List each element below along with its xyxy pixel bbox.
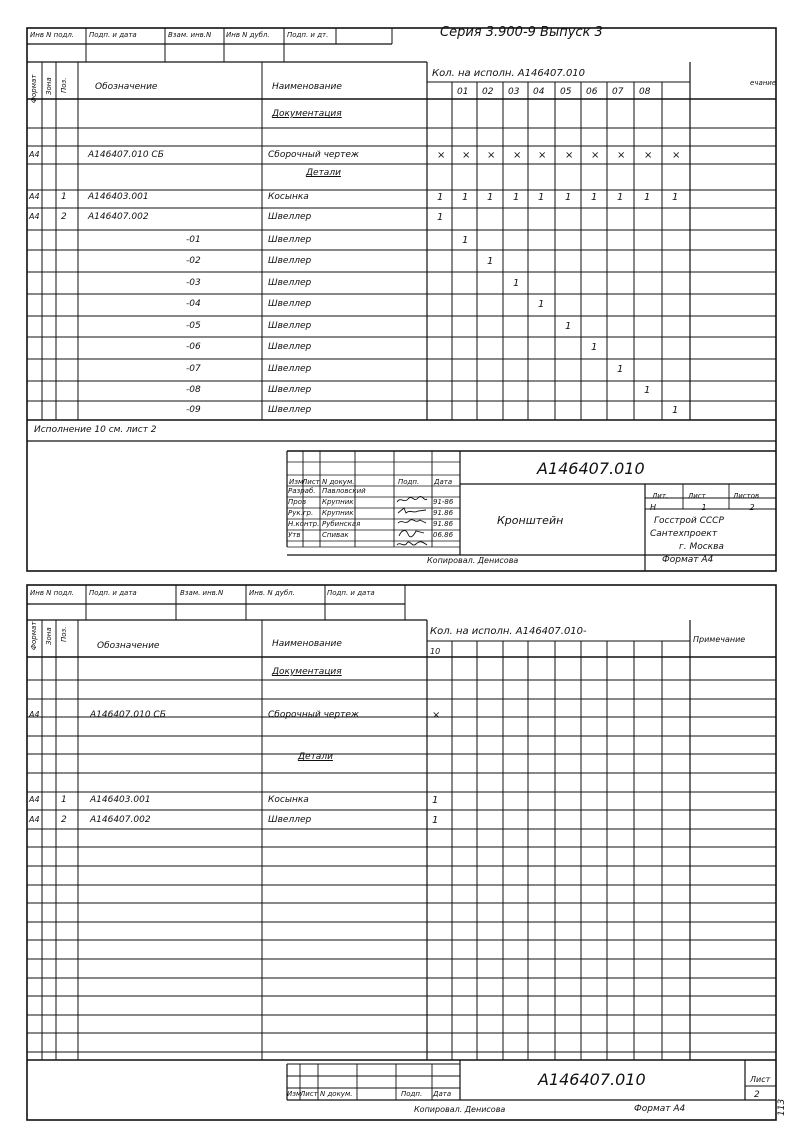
row-quantity-mark: 1 <box>591 192 598 203</box>
row-format: А4 <box>29 212 40 221</box>
header-zone: Зона <box>45 77 53 95</box>
row-quantity-mark: 1 <box>437 212 444 223</box>
frame-border <box>27 585 776 1120</box>
row-name: Швеллер <box>268 321 312 331</box>
row-name: Сборочный чертеж <box>268 710 360 720</box>
signature-image <box>396 501 428 511</box>
sheets-value: 2 <box>749 503 755 512</box>
row-format: А4 <box>29 795 40 804</box>
row-quantity-mark: × <box>617 150 626 161</box>
row-format: А4 <box>29 150 40 159</box>
header-qty: Кол. на исполн. А146407.010- <box>430 626 587 637</box>
row-name: Швеллер <box>268 278 312 288</box>
section-documentation: Документация <box>272 109 342 119</box>
row-quantity-mark: 1 <box>432 815 439 826</box>
approver-name: Крупник <box>322 498 354 506</box>
header-name: Наименование <box>272 639 342 649</box>
row-format: А4 <box>29 710 40 719</box>
header-zone: Зона <box>45 627 53 645</box>
row-quantity-mark: 1 <box>487 192 494 203</box>
sheet-value: 1 <box>701 503 707 512</box>
tb-list: Лист <box>300 1090 318 1098</box>
tb-ndokum: N докум. <box>320 1090 353 1098</box>
sheet-label: Лист <box>688 492 706 500</box>
approver-name: Павловский <box>322 487 366 495</box>
section-parts: Детали <box>306 168 341 178</box>
row-designation: -03 <box>186 278 201 288</box>
sheet-label: Лист <box>750 1075 771 1084</box>
tb-data: Дата <box>433 1090 452 1098</box>
row-name: Сборочный чертеж <box>268 150 360 160</box>
variant-column-06: 06 <box>586 87 598 97</box>
row-name: Швеллер <box>268 256 312 266</box>
row-designation: -01 <box>186 235 201 245</box>
variant-column-02: 02 <box>482 87 494 97</box>
row-quantity-mark: 1 <box>487 256 494 267</box>
approval-date: 91-86 <box>433 498 454 506</box>
side-page-number: 113 <box>777 1098 787 1116</box>
row-quantity-mark: × <box>437 150 446 161</box>
stamp-podp-data: Подп. и дата <box>327 589 375 597</box>
row-quantity-mark: 1 <box>617 192 624 203</box>
approver-role: Разраб. <box>288 487 316 495</box>
row-name: Швеллер <box>268 235 312 245</box>
row-format: А4 <box>29 192 40 201</box>
org-line-3: г. Москва <box>679 542 724 552</box>
row-quantity-mark: 1 <box>513 278 520 289</box>
stamp-inv-dubl: Инв N дубл. <box>226 31 270 39</box>
row-designation: А146407.002 <box>90 815 151 825</box>
doc-number: А146407.010 <box>537 459 645 478</box>
copied-by: Копировал. Денисова <box>414 1105 506 1114</box>
row-designation: -02 <box>186 256 201 266</box>
approver-name: Спивак <box>322 531 349 539</box>
row-quantity-mark: 1 <box>644 385 651 396</box>
variant-column-04: 04 <box>533 87 545 97</box>
section-documentation: Документация <box>272 667 342 677</box>
lit-value: Н <box>650 503 657 512</box>
approval-date: 06.86 <box>433 531 454 539</box>
row-quantity-mark: × <box>487 150 496 161</box>
product-title: Кронштейн <box>497 514 564 527</box>
signature-image <box>396 523 428 533</box>
row-designation: А146403.001 <box>90 795 151 805</box>
row-quantity-mark: 1 <box>672 405 679 416</box>
row-quantity-mark: 1 <box>644 192 651 203</box>
row-quantity-mark: 1 <box>538 299 545 310</box>
approver-name: Рубинская <box>322 520 361 528</box>
tb-izm: Изм <box>289 478 304 486</box>
row-designation: А146407.010 СБ <box>90 710 166 720</box>
row-position: 2 <box>61 815 67 825</box>
row-name: Косынка <box>268 795 309 805</box>
header-designation: Обозначение <box>95 82 158 92</box>
row-quantity-mark: 1 <box>617 364 624 375</box>
row-quantity-mark: 1 <box>513 192 520 203</box>
tb-list: Лист <box>302 478 320 486</box>
tb-ndokum: N докум. <box>322 478 355 486</box>
row-designation: -06 <box>186 342 201 352</box>
stamp-vzam: Взам. инв.N <box>168 31 212 39</box>
row-name: Швеллер <box>268 364 312 374</box>
header-qty: Кол. на исполн. А146407.010 <box>432 68 586 79</box>
row-name: Швеллер <box>268 299 312 309</box>
org-line-1: Госстрой СССР <box>654 516 724 526</box>
tb-izm: Изм <box>287 1090 302 1098</box>
row-quantity-mark: 1 <box>462 192 469 203</box>
header-note: ечание <box>750 79 777 87</box>
header-format: Формат <box>30 621 38 650</box>
row-designation: -08 <box>186 385 201 395</box>
row-designation: А146403.001 <box>88 192 149 202</box>
section-parts: Детали <box>298 752 333 762</box>
row-designation: А146407.010 СБ <box>88 150 164 160</box>
approval-date: 91.86 <box>433 520 454 528</box>
copied-by: Копировал. Денисова <box>427 556 519 565</box>
row-quantity-mark: × <box>591 150 600 161</box>
header-pos: Поз. <box>60 626 68 642</box>
approver-name: Крупник <box>322 509 354 517</box>
stamp-inv-podl: Инв N подл. <box>30 589 75 597</box>
approver-role: Н.контр. <box>288 520 320 528</box>
series-header: Серия 3.900-9 Выпуск 3 <box>440 25 603 40</box>
row-quantity-mark: × <box>565 150 574 161</box>
row-designation: -04 <box>186 299 201 309</box>
variant-column-10: 10 <box>430 647 441 656</box>
signature-image <box>396 534 428 544</box>
footnote: Исполнение 10 см. лист 2 <box>34 425 157 435</box>
row-quantity-mark: 1 <box>591 342 598 353</box>
org-line-2: Сантехпроект <box>650 529 718 539</box>
tb-data: Дата <box>434 478 453 486</box>
row-position: 2 <box>61 212 67 222</box>
doc-number: А146407.010 <box>538 1070 646 1089</box>
row-format: А4 <box>29 815 40 824</box>
row-quantity-mark: 1 <box>432 795 439 806</box>
row-quantity-mark: 1 <box>437 192 444 203</box>
row-designation: А146407.002 <box>88 212 149 222</box>
variant-column-07: 07 <box>612 87 624 97</box>
row-quantity-mark: 1 <box>538 192 545 203</box>
row-name: Швеллер <box>268 342 312 352</box>
row-quantity-mark: 1 <box>462 235 469 246</box>
format-label: Формат А4 <box>634 1104 686 1114</box>
lit-label: Лит. <box>652 492 669 500</box>
tb-podp: Подп. <box>401 1090 423 1098</box>
row-name: Швеллер <box>268 815 312 825</box>
stamp-inv-dubl: Инв. N дубл. <box>249 589 295 597</box>
signature-image <box>396 512 428 522</box>
stamp-podp-data: Подп. и дата <box>89 589 137 597</box>
variant-column-01: 01 <box>457 87 469 97</box>
row-quantity-mark: × <box>672 150 681 161</box>
row-position: 1 <box>61 795 67 805</box>
header-name: Наименование <box>272 82 342 92</box>
row-name: Швеллер <box>268 385 312 395</box>
row-quantity-mark: × <box>538 150 547 161</box>
row-name: Швеллер <box>268 405 312 415</box>
sheet-value: 2 <box>754 1090 760 1100</box>
row-quantity-mark: × <box>644 150 653 161</box>
sheets-label: Листов <box>733 492 760 500</box>
row-quantity-mark: × <box>432 710 441 721</box>
row-designation: -05 <box>186 321 201 331</box>
stamp-vzam: Взам. инв.N <box>180 589 224 597</box>
row-designation: -09 <box>186 405 201 415</box>
format-label: Формат А4 <box>662 555 714 565</box>
variant-column-08: 08 <box>639 87 651 97</box>
approver-role: Утв <box>288 531 301 539</box>
variant-column-05: 05 <box>560 87 572 97</box>
row-position: 1 <box>61 192 67 202</box>
variant-column-03: 03 <box>508 87 520 97</box>
header-pos: Поз. <box>60 77 68 93</box>
approver-role: Рук.гр. <box>288 509 314 517</box>
row-quantity-mark: 1 <box>565 321 572 332</box>
header-note: Примечание <box>693 635 746 644</box>
approval-date: 91.86 <box>433 509 454 517</box>
row-name: Швеллер <box>268 212 312 222</box>
row-quantity-mark: × <box>513 150 522 161</box>
stamp-podp-data: Подп. и дата <box>89 31 137 39</box>
row-quantity-mark: 1 <box>672 192 679 203</box>
row-quantity-mark: 1 <box>565 192 572 203</box>
row-designation: -07 <box>186 364 201 374</box>
stamp-inv-podl: Инв N подл. <box>30 31 75 39</box>
tb-podp: Подп. <box>398 478 420 486</box>
row-name: Косынка <box>268 192 309 202</box>
signature-image <box>396 490 428 500</box>
row-quantity-mark: × <box>462 150 471 161</box>
header-designation: Обозначение <box>97 641 160 651</box>
approver-role: Пров <box>288 498 307 506</box>
header-format: Формат <box>30 74 38 103</box>
stamp-podp-dt: Подп. и дт. <box>287 31 329 39</box>
